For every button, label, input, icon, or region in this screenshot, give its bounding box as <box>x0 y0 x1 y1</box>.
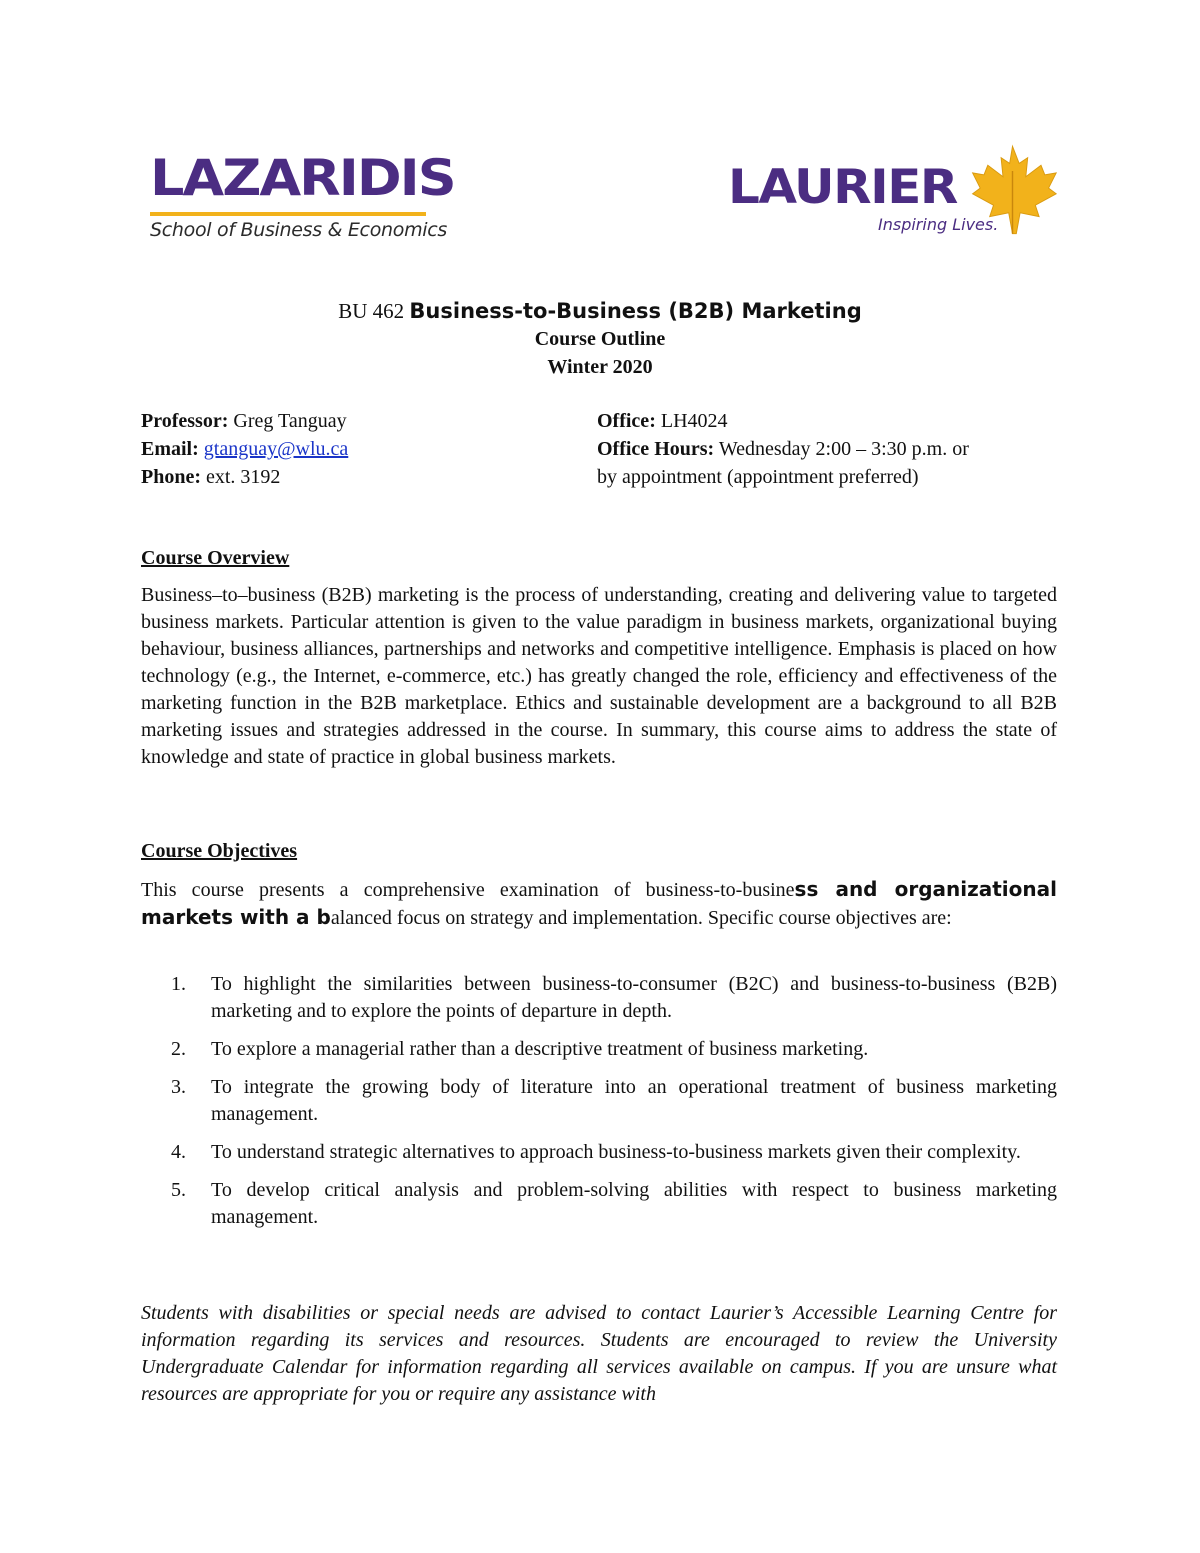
list-item-number: 3. <box>171 1076 186 1098</box>
list-item <box>141 1074 1057 1128</box>
course-title-line <box>0 296 1200 326</box>
phone-label: Phone: <box>141 466 201 488</box>
objectives-intro-part-1: This course presents a comprehensive examination of business-to-busine <box>141 879 795 901</box>
office-hours-label: Office Hours: <box>597 438 715 460</box>
list-item <box>141 1139 1057 1166</box>
professor-name: Greg Tanguay <box>233 410 347 432</box>
list-item-number: 5. <box>171 1179 186 1201</box>
list-item-number: 1. <box>171 973 186 995</box>
objectives-intro <box>141 876 1057 932</box>
course-code: BU 462 <box>338 299 405 323</box>
laurier-logo-name: LAURIER <box>728 159 957 215</box>
overview-heading: Course Overview <box>141 547 290 569</box>
office-line <box>597 407 728 435</box>
phone-line <box>141 463 280 491</box>
lazaridis-logo-subtitle: School of Business & Economics <box>150 219 448 241</box>
objectives-intro-part-3: alanced focus on strategy and implementation. Specific course objectives are: <box>330 907 952 929</box>
accessibility-note: Students with disabilities or special needs are advised to contact Laurier’s Accessible Learning Centre for information regarding its services and resources. Students are encouraged to review the University Undergraduate Calendar for information regarding all services available on campus. If you are unsure what resources are appropriate for you or require any assistance with <box>141 1302 1057 1405</box>
objectives-list <box>141 971 1057 1242</box>
office-hours-continuation: by appointment (appointment preferred) <box>597 466 919 488</box>
objectives-heading: Course Objectives <box>141 840 298 862</box>
list-item <box>141 971 1057 1025</box>
email-line <box>141 435 348 463</box>
list-item-text: To understand strategic alternatives to approach business-to-business markets given their complexity. <box>211 1141 1021 1163</box>
list-item-text: To develop critical analysis and problem-solving abilities with respect to business marketing management. <box>211 1179 1057 1228</box>
overview-paragraph: Business–to–business (B2B) marketing is the process of understanding, creating and delivering value to targeted business markets. Particular attention is given to the value paradigm in business markets, organizational buying behaviour, business alliances, partnerships and networks and competitive intelligence. Emphasis is placed on how technology (e.g., the Internet, e-commerce, etc.) has greatly changed the role, efficiency and effectiveness of the marketing function in the B2B marketplace. Ethics and sustainable development are a background to all B2B marketing issues and strategies addressed in the course. In summary, this course aims to address the state of knowledge and state of practice in global business markets. <box>141 584 1057 768</box>
lazaridis-logo-name: LAZARIDIS <box>150 149 455 208</box>
office-hours-value: Wednesday 2:00 – 3:30 p.m. or <box>718 438 969 460</box>
office-label: Office: <box>597 410 656 432</box>
professor-label: Professor: <box>141 410 229 432</box>
laurier-logo-tagline: Inspiring Lives. <box>878 215 999 234</box>
list-item <box>141 1177 1057 1231</box>
email-label: Email: <box>141 438 199 460</box>
course-term: Winter 2020 <box>547 356 653 378</box>
objectives-intro-part-2: ss and organizational markets with a b <box>141 877 1057 929</box>
list-item-text: To highlight the similarities between business-to-consumer (B2C) and business-to-business (B2B) marketing and to explore the points of departure in depth. <box>211 973 1057 1022</box>
professor-line <box>141 407 347 435</box>
lazaridis-logo-rule <box>150 212 426 216</box>
list-item <box>141 1036 1057 1063</box>
list-item-text: To integrate the growing body of literature into an operational treatment of business marketing management. <box>211 1076 1057 1125</box>
list-item-text: To explore a managerial rather than a descriptive treatment of business marketing. <box>211 1038 869 1060</box>
list-item-number: 2. <box>171 1038 186 1060</box>
phone-value: ext. 3192 <box>206 466 281 488</box>
course-name: Business-to-Business (B2B) Marketing <box>409 299 862 323</box>
office-value: LH4024 <box>660 410 728 432</box>
office-hours-line <box>597 435 969 463</box>
course-outline-subtitle: Course Outline <box>534 328 666 350</box>
email-link[interactable]: gtanguay@wlu.ca <box>203 438 349 460</box>
list-item-number: 4. <box>171 1141 186 1163</box>
